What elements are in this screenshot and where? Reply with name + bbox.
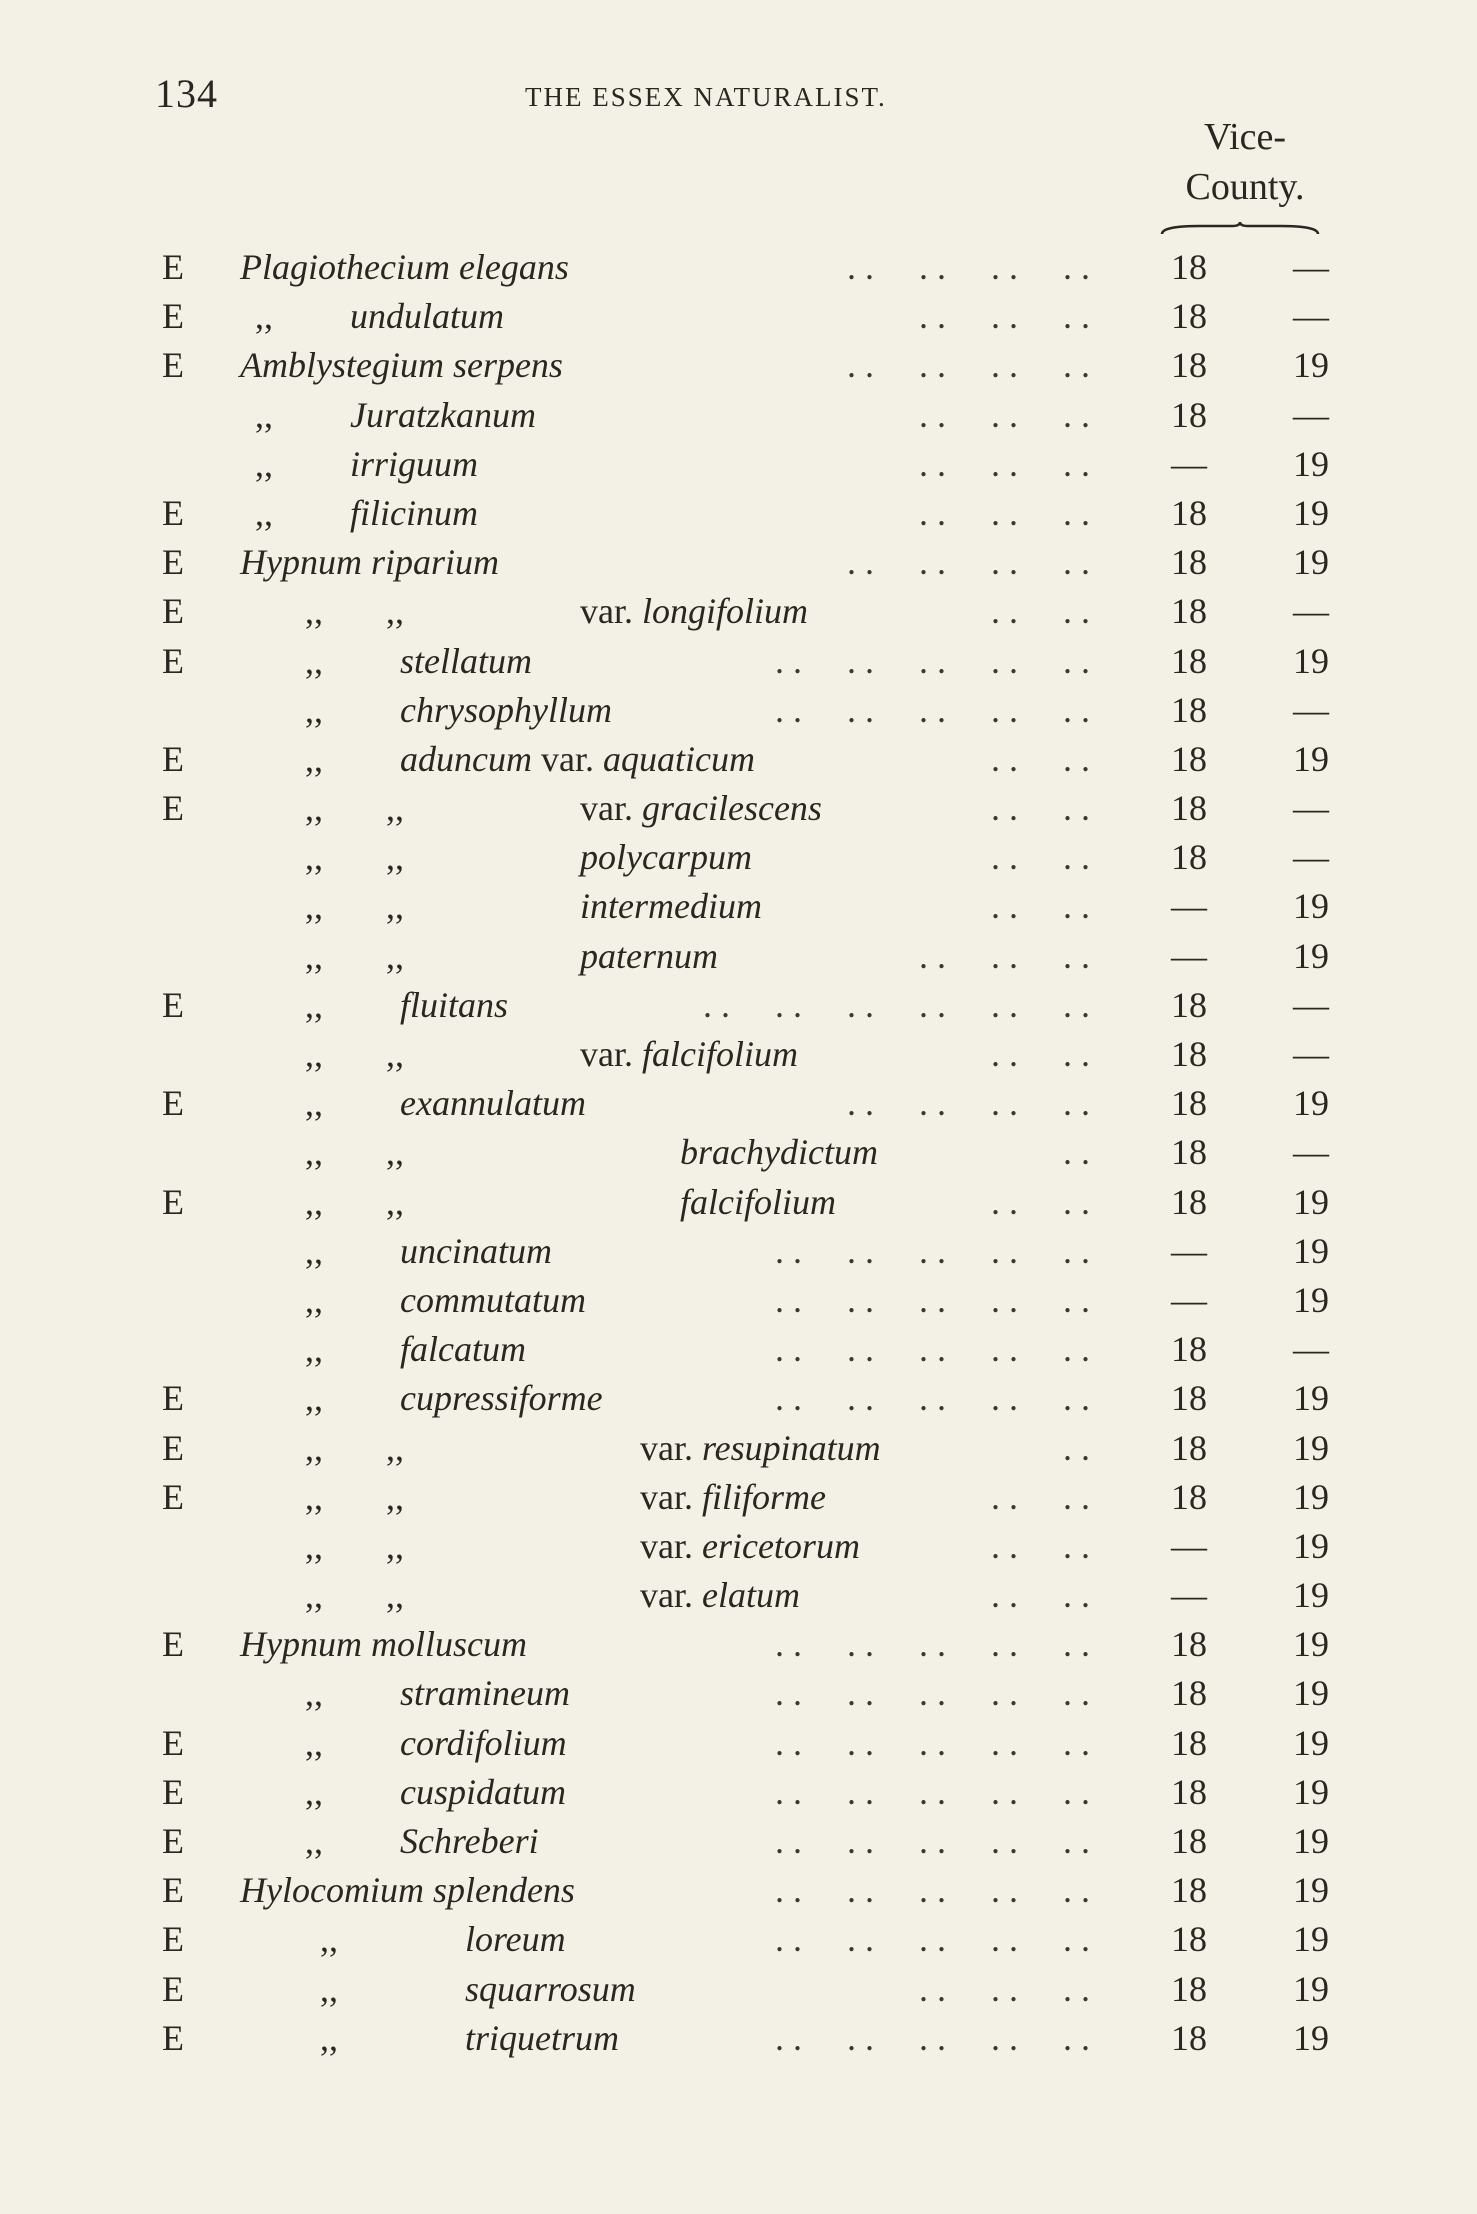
dot-leader: . . . . [991,1575,1090,1616]
species-epithet: cordifolium [400,1722,567,1763]
species-name [580,784,822,833]
species-epithet: irriguum [350,443,479,484]
species-name [400,1719,567,1768]
species-epithet: Schreberi [400,1821,539,1861]
species-epithet: fluitans [400,984,509,1025]
vice-county-19-cell: 19 [1293,2017,1329,2058]
vice-county-18-cell: 18 [1171,1329,1207,1370]
variety-label: var. [580,1034,633,1074]
vice-county-19-cell: 19 [1293,443,1329,484]
species-epithet: Hypnum molluscum [240,1624,527,1665]
page-number: 134 [155,71,218,116]
essex-mark: E [162,984,184,1025]
dot-leader: . . . . [991,1181,1090,1222]
dot-leader: . . . . . . [919,935,1090,976]
ditto-mark: ,, ,, [305,1476,404,1517]
vice-county-18-cell: 18 [1171,247,1207,287]
essex-mark: E [162,1919,184,1960]
vice-county-18-cell: 18 [1171,689,1207,730]
species-epithet: filiforme [701,1476,826,1517]
ditto-mark: ,, [305,1329,323,1370]
species-name [580,882,762,931]
species-name [640,1473,826,1522]
table-row [0,1473,1477,1522]
dot-leader: . . . . [991,837,1090,878]
table-row [0,932,1477,981]
journal-title: THE ESSEX NATURALIST. [525,82,887,112]
essex-mark: E [162,1181,184,1222]
dot-leader: . . . . . . [919,296,1090,337]
vice-county-header-line1: Vice- [1203,116,1287,158]
vice-county-18-cell: 18 [1171,1624,1207,1665]
vice-county-19-cell: 19 [1293,1378,1329,1419]
dot-leader: . . . . . . [919,394,1090,435]
vice-county-18-cell: 18 [1171,1771,1207,1812]
dot-leader: . . . . . . . . . . [775,640,1090,681]
variety-label: var. [580,591,633,632]
species-epithet: cuspidatum [400,1771,566,1812]
species-name [680,1128,878,1177]
table-row [0,538,1477,587]
species-epithet: triquetrum [465,2017,620,2058]
species-name [400,1768,566,1817]
table-row [0,1965,1477,2014]
species-name [400,1669,570,1718]
vice-county-18-cell: 18 [1171,788,1207,829]
species-epithet: exannulatum [400,1083,586,1124]
vice-county-18-cell: 18 [1171,1181,1207,1222]
species-name [640,1571,800,1620]
ditto-mark: ,, ,, [305,1034,404,1074]
essex-mark: E [162,640,184,681]
vice-county-19-cell: — [1293,788,1329,829]
vice-county-19-cell: 19 [1293,1230,1329,1271]
table-row [0,1227,1477,1276]
dot-leader: . . . . . . . . [847,1083,1090,1124]
ditto-mark: ,, ,, [305,1525,404,1566]
ditto-mark: ,, [305,1673,323,1714]
dot-leader: . . . . . . [919,492,1090,533]
species-name [240,341,563,390]
vice-county-19-cell: 19 [1293,1181,1329,1222]
species-name [465,1915,566,1964]
species-name [465,2014,619,2063]
vice-county-19-cell: 19 [1293,1476,1329,1517]
species-name [240,1620,527,1669]
species-epithet: falcatum [400,1329,526,1370]
species-epithet: undulatum [350,296,505,337]
ditto-mark: ,, [305,689,323,730]
table-row [0,637,1477,686]
table-row [0,784,1477,833]
dot-leader: . . . . . . . . . . [775,1919,1090,1960]
species-name [400,735,755,784]
species-name [640,1522,860,1571]
species-name [350,292,504,341]
vice-county-18-cell: — [1171,1279,1207,1320]
vice-county-19-cell: 19 [1293,738,1329,779]
species-name [680,1178,836,1227]
species-name [400,686,612,735]
table-row [0,1719,1477,1768]
vice-county-18-cell: 18 [1171,1919,1207,1960]
vice-county-18-cell: 18 [1171,345,1207,386]
species-name [400,1374,603,1423]
dot-leader: . . . . . . . . . . [775,1624,1090,1665]
dot-leader: . . . . [991,1476,1090,1517]
species-epithet: commutatum [400,1279,586,1320]
vice-county-19-cell: 19 [1293,935,1329,976]
vice-county-19-cell: 19 [1293,1575,1329,1616]
vice-county-19-cell: — [1293,591,1329,632]
dot-leader: . . . . . . . . [847,345,1090,386]
dot-leader: . . . . . . . . . . [775,1378,1090,1419]
species-name [400,1227,552,1276]
ditto-mark: ,, [305,984,323,1025]
species-name [580,932,718,981]
vice-county-18-cell: 18 [1171,1132,1207,1173]
species-name [400,1079,586,1128]
dot-leader: . . . . . . [919,1968,1090,2009]
ditto-mark: ,, ,, [305,591,404,632]
vice-county-18-cell: — [1171,935,1207,976]
essex-mark: E [162,1821,184,1861]
variety-label: var. [540,738,594,779]
vice-county-19-cell: — [1293,247,1329,287]
table-row [0,882,1477,931]
dot-leader: . . . . . . . . . . [775,1673,1090,1714]
species-epithet: elatum [701,1575,800,1616]
table-row [0,1178,1477,1227]
essex-mark: E [162,1624,184,1665]
vice-county-18-cell: — [1171,1575,1207,1616]
dot-leader: . . . . [991,1525,1090,1566]
dot-leader: . . . . [991,1034,1090,1074]
dot-leader: . . . . . . . . . . [775,1722,1090,1763]
vice-county-18-cell: 18 [1171,1034,1207,1074]
species-epithet: polycarpum [580,837,752,878]
ditto-mark: ,, [320,2017,338,2058]
table-row [0,1079,1477,1128]
ditto-mark: ,, ,, [305,935,404,976]
vice-county-18-cell: 18 [1171,1722,1207,1763]
species-name [580,1030,798,1079]
dot-leader: . . [1063,1427,1090,1468]
vice-county-18-cell: 18 [1171,1476,1207,1517]
vice-county-18-cell: 18 [1171,542,1207,583]
species-name [400,637,532,686]
vice-county-18-cell: 18 [1171,837,1207,878]
vice-county-19-cell: — [1293,689,1329,730]
vice-county-18-cell: — [1171,1525,1207,1566]
dot-leader: . . . . [991,738,1090,779]
dot-leader: . . . . . . . . [847,247,1090,287]
dot-leader: . . . . . . . . . . [775,1821,1090,1861]
vice-county-19-cell: 19 [1293,1083,1329,1124]
vice-county-18-cell: 18 [1171,492,1207,533]
species-name [640,1424,881,1473]
essex-mark: E [162,591,184,632]
essex-mark: E [162,492,184,533]
table-row [0,1325,1477,1374]
ditto-mark: ,, [305,1821,323,1861]
species-epithet: Juratzkanum [350,394,536,435]
table-row [0,1522,1477,1571]
vice-county-18-cell: 18 [1171,1821,1207,1861]
essex-mark: E [162,345,184,386]
ditto-mark: ,, [320,1919,338,1960]
species-epithet: brachydictum [680,1132,878,1173]
variety-label: var. [640,1575,693,1616]
essex-mark: E [162,738,184,779]
ditto-mark: ,, [305,738,323,779]
table-row [0,341,1477,390]
variety-label: var. [640,1525,693,1566]
essex-mark: E [162,247,184,287]
ditto-mark: ,, ,, [305,837,404,878]
vice-county-18-cell: 18 [1171,1870,1207,1911]
vice-county-18-cell: 18 [1171,1427,1207,1468]
ditto-mark: ,, ,, [305,1575,404,1616]
variety-label: var. [640,1476,693,1517]
ditto-mark: ,, [320,1968,338,2009]
vice-county-18-cell: 18 [1171,738,1207,779]
table-row [0,686,1477,735]
ditto-mark: ,, [305,1378,323,1419]
species-name [400,1325,526,1374]
ditto-mark: ,, ,, [305,1427,404,1468]
vice-county-19-cell: 19 [1293,1870,1329,1911]
species-name [400,1276,586,1325]
species-epithet: longifolium [641,591,808,632]
vice-county-19-cell: 19 [1293,345,1329,386]
species-epithet: gracilescens [641,788,822,829]
vice-county-19-cell: 19 [1293,1673,1329,1714]
vice-county-19-cell: — [1293,837,1329,878]
table-row [0,2014,1477,2063]
vice-county-19-cell: — [1293,1034,1329,1074]
table-row [0,1817,1477,1866]
species-epithet: falcifolium [641,1034,798,1074]
essex-mark: E [162,542,184,583]
species-name [580,587,808,636]
ditto-mark: ,, [305,1279,323,1320]
vice-county-18-cell: 18 [1171,394,1207,435]
dot-leader: . . . . . . . . . . [775,1230,1090,1271]
vice-county-19-cell: 19 [1293,1279,1329,1320]
ditto-mark: ,, [305,1230,323,1271]
essex-mark: E [162,1083,184,1124]
vice-county-19-cell: — [1293,1132,1329,1173]
species-epithet: Amblystegium serpens [240,345,563,386]
table-row [0,587,1477,636]
vice-county-18-cell: 18 [1171,1968,1207,2009]
dot-leader: . . . . . . . . . . [775,1279,1090,1320]
species-name [240,1866,575,1915]
table-row [0,1866,1477,1915]
dot-leader: . . . . . . . . . . [775,2017,1090,2058]
table-row [0,1276,1477,1325]
species-name [350,391,536,440]
table-row [0,1374,1477,1423]
dot-leader: . . . . [991,886,1090,927]
essex-mark: E [162,1870,184,1911]
vice-county-19-cell: 19 [1293,1525,1329,1566]
vice-county-18-cell: 18 [1171,984,1207,1025]
dot-leader: . . . . . . . . . . [775,1870,1090,1911]
essex-mark: E [162,1968,184,2009]
table-row [0,1768,1477,1817]
essex-mark: E [162,2017,184,2058]
species-name [350,489,478,538]
species-epithet: filicinum [350,492,478,533]
vice-county-19-cell: — [1293,984,1329,1025]
species-epithet: stellatum [400,640,532,681]
species-epithet: loreum [465,1919,566,1960]
dot-leader: . . . . . . . . . . [775,689,1090,730]
table-row [0,1424,1477,1473]
species-epithet: intermedium [580,886,762,927]
vice-county-18-cell: 18 [1171,1378,1207,1419]
vice-county-19-cell: 19 [1293,1722,1329,1763]
vice-county-header-line2: County. [1185,166,1305,208]
dot-leader: . . . . . . . . . . [775,1329,1090,1370]
table-row [0,440,1477,489]
vice-county-18-cell: — [1171,886,1207,927]
table-row [0,1128,1477,1177]
vice-county-19-cell: 19 [1293,1624,1329,1665]
vice-county-19-cell: 19 [1293,886,1329,927]
table-row [0,1915,1477,1964]
dot-leader: . . . . [991,591,1090,632]
species-list [0,243,1477,2063]
ditto-mark: ,, [255,492,273,533]
species-name [400,981,508,1030]
vice-county-18-cell: 18 [1171,1673,1207,1714]
species-name [400,1817,539,1866]
species-epithet: falcifolium [680,1181,836,1222]
vice-county-19-cell: 19 [1293,1427,1329,1468]
essex-mark: E [162,1771,184,1812]
species-name [350,440,478,489]
vice-county-19-cell: — [1293,1329,1329,1370]
table-row [0,1571,1477,1620]
species-epithet: resupinatum [701,1427,881,1468]
dot-leader: . . . . . . . . . . [775,1771,1090,1812]
dot-leader: . . . . . . . . . . . . [703,984,1090,1025]
ditto-mark: ,, [305,1083,323,1124]
ditto-mark: ,, [255,296,273,337]
ditto-mark: ,, [255,443,273,484]
species-epithet: cupressiforme [400,1378,603,1419]
vice-county-18-cell: 18 [1171,296,1207,337]
variety-epithet: aquaticum [602,738,755,779]
essex-mark: E [162,296,184,337]
ditto-mark: ,, ,, [305,886,404,927]
ditto-mark: ,, [305,1722,323,1763]
vice-county-19-cell: 19 [1293,640,1329,681]
table-row [0,981,1477,1030]
species-name [465,1965,636,2014]
variety-label: var. [640,1427,693,1468]
vice-county-18-cell: — [1171,443,1207,484]
vice-county-19-cell: 19 [1293,1919,1329,1960]
essex-mark: E [162,1378,184,1419]
species-name [580,833,752,882]
species-name [240,538,499,587]
dot-leader: . . . . . . [919,443,1090,484]
essex-mark: E [162,1427,184,1468]
species-epithet: Plagiothecium elegans [240,247,569,287]
vice-county-18-cell: — [1171,1230,1207,1271]
vice-county-18-cell: 18 [1171,1083,1207,1124]
table-row [0,735,1477,784]
species-epithet: Hylocomium splendens [240,1870,575,1911]
species-epithet: uncinatum [400,1230,552,1271]
table-row [0,489,1477,538]
vice-county-19-cell: — [1293,394,1329,435]
essex-mark: E [162,1722,184,1763]
table-row [0,1620,1477,1669]
table-row [0,1030,1477,1079]
vice-county-19-cell: 19 [1293,1968,1329,2009]
species-epithet: stramineum [400,1673,570,1714]
vice-county-19-cell: 19 [1293,542,1329,583]
ditto-mark: ,, ,, [305,1181,404,1222]
table-row [0,292,1477,341]
variety-label: var. [580,788,633,829]
essex-mark: E [162,1476,184,1517]
vice-county-header [1150,112,1340,212]
species-epithet: aduncum [400,738,532,779]
ditto-mark: ,, [255,394,273,435]
table-row [0,243,1477,292]
vice-county-18-cell: 18 [1171,591,1207,632]
species-epithet: squarrosum [465,1968,636,2009]
brace-icon [1160,222,1320,236]
vice-county-18-cell: 18 [1171,640,1207,681]
table-row [0,833,1477,882]
ditto-mark: ,, ,, [305,1132,404,1173]
vice-county-19-cell: 19 [1293,492,1329,533]
essex-mark: E [162,788,184,829]
vice-county-18-cell: 18 [1171,2017,1207,2058]
vice-county-19-cell: 19 [1293,1821,1329,1861]
species-epithet: chrysophyllum [400,689,612,730]
table-row [0,391,1477,440]
ditto-mark: ,, ,, [305,788,404,829]
species-epithet: ericetorum [701,1525,860,1566]
ditto-mark: ,, [305,1771,323,1812]
species-epithet: paternum [580,935,718,976]
species-epithet: Hypnum riparium [240,542,499,583]
vice-county-19-cell: 19 [1293,1771,1329,1812]
ditto-mark: ,, [305,640,323,681]
vice-county-19-cell: — [1293,296,1329,337]
dot-leader: . . . . . . . . [847,542,1090,583]
dot-leader: . . [1063,1132,1090,1173]
table-row [0,1669,1477,1718]
dot-leader: . . . . [991,788,1090,829]
